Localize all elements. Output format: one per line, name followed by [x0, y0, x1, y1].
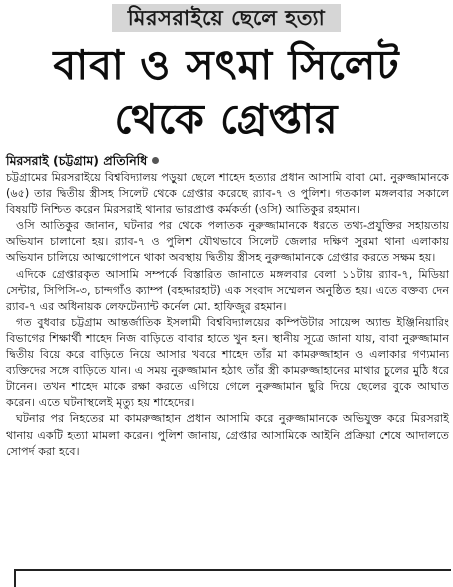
- article-body: [6, 170, 449, 460]
- byline-text: মিরসরাই (চট্টগ্রাম) প্রতিনিধি: [6, 153, 148, 168]
- headline: [6, 38, 447, 146]
- article-paragraph-2: ওসি আতিকুর জানান, ঘটনার পর থেকে পলাতক নুরুজ্জামানকে ধরতে তথ্য-প্রযুক্তির সহায়তায় অভিযান চালানো হয়। র‍্যাব-৭ ও পুলিশ যৌথভাবে সিলেট জেলার দক্ষিণ সুরমা থানা এলাকায় অভিযান চালিয়ে আত্মগোপনে থাকা অবস্থায় দ্বিতীয় স্ত্রীসহ নুরুজ্জামানকে গ্রেপ্তার করতে সক্ষম হয়।: [6, 219, 449, 265]
- headline-line-2: থেকে গ্রেপ্তার: [114, 95, 339, 143]
- kicker-label: মিরসরাইয়ে ছেলে হত্যা: [112, 4, 341, 32]
- article-paragraph-4: গত বুধবার চট্টগ্রাম আন্তর্জাতিক ইসলামী বিশ্ববিদ্যালয়ের কম্পিউটার সায়েন্স অ্যান্ড ইঞ্জিনিয়ারিং বিভাগের শিক্ষার্থী শাহেদ নিজ বাড়িতে বাবার হাতে খুন হন। স্থানীয় সূত্রে জানা যায়, বাবা নুরুজ্জামান দ্বিতীয় বিয়ে করে বাড়িতে নিয়ে আসার খবরে শাহেদ তাঁর মা কামরুজ্জাহান ও এলাকার গণ্যমান্য ব্যক্তিদের সঙ্গে বাড়িতে যান। এ সময় নুরুজ্জামান হঠাৎ তাঁর স্ত্রী কামরুজ্জাহানের মাথার চুলের মুঠি ধরে টানেন। তখন শাহেদ মাকে রক্ষা করতে এগিয়ে গেলে নুরুজ্জামান ছুরি দিয়ে ছেলের বুকে আঘাত করেন। এতে ঘটনাস্থলেই মৃত্যু হয় শাহেদের।: [6, 315, 449, 410]
- byline: [6, 152, 159, 169]
- headline-line-1: বাবা ও সৎমা সিলেট: [53, 41, 400, 89]
- article-paragraph-5: ঘটনার পর নিহতের মা কামরুজ্জাহান প্রধান আসামি করে নুরুজ্জামানকে অভিযুক্ত করে মিরসরাই থানায় একটি হত্যা মামলা করেন। পুলিশ জানায়, গ্রেপ্তার আসামিকে আইনি প্রক্রিয়া শেষে আদালতে সোপর্দ করা হবে।: [6, 412, 449, 458]
- article-paragraph-1: চট্টগ্রামের মিরসরাইয়ে বিশ্ববিদ্যালয় পড়ুয়া ছেলে শাহেদ হত্যার প্রধান আসামি বাবা মো. নুরুজ্জামানকে (৬৫) তার দ্বিতীয় স্ত্রীসহ সিলেট থেকে গ্রেপ্তার করেছে র‍্যাব-৭ ও পুলিশ। গতকাল মঙ্গলবার সকালে বিষয়টি নিশ্চিত করেন মিরসরাই থানার ভারপ্রাপ্ত কর্মকর্তা (ওসি) আতিকুর রহমান।: [6, 171, 449, 217]
- kicker-container: [0, 4, 453, 32]
- bottom-border: [14, 569, 451, 587]
- bullet-icon: [152, 157, 159, 164]
- article-paragraph-3: এদিকে গ্রেপ্তারকৃত আসামি সম্পর্কে বিস্তারিত জানাতে মঙ্গলবার বেলা ১১টায় র‍্যাব-৭, মিডিয়া সেন্টার, সিপিসি-৩, চান্দগাঁও ক্যাম্প (বহদ্দারহাট) এক সংবাদ সম্মেলন অনুষ্ঠিত হয়। এতে বক্তব্য দেন র‍্যাব-৭ এর অধিনায়ক লেফটেন্যান্ট কর্নেল মো. হাফিজুর রহমান।: [6, 267, 449, 313]
